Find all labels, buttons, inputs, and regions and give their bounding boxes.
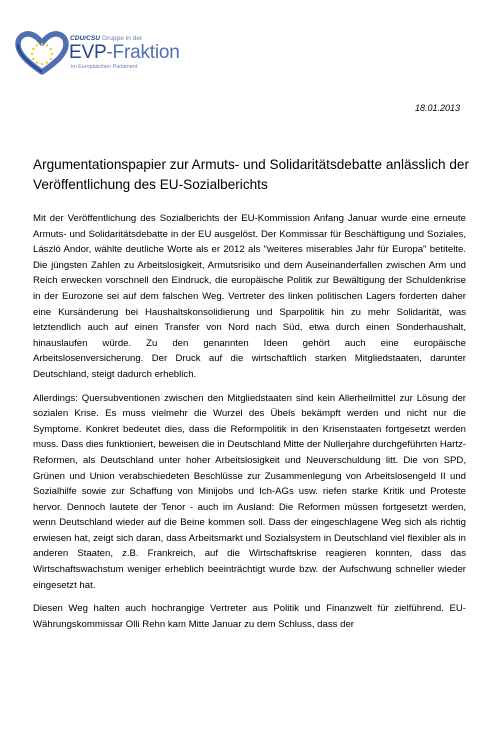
document-date: 18.01.2013 bbox=[414, 103, 460, 113]
eu-stars bbox=[31, 43, 53, 65]
heart-logo-icon bbox=[15, 31, 69, 75]
document-body bbox=[33, 211, 466, 640]
paragraph: Allerdings: Quersubventionen zwischen den Mitgliedstaaten sind kein Allerheilmittel zur Lösung der sozialen Krise. Es muss vielmehr die Wurzel des Übels bekämpft werden und nicht nur die Symptome. Konkret bedeutet dies, dass die Reformpolitik in den Krisenstaaten fortgesetzt werden muss. Dass dies funktioniert, beweisen die in Deutschland Mitte der Nullerjahre durchgeführten Hartz-Reformen, als Deutschland unter hoher Arbeitslosigkeit und Neuverschuldung litt. Die von SPD, Grünen und Union verabschiedeten Beschlüsse zur Zusammenlegung von Arbeitslosengeld II und Sozialhilfe sowie zur Schaffung von Minijobs und Ich-AGs usw. riefen starke Kritik und Proteste hervor. Dennoch lautete der Tenor - auch im Ausland: Die Reformen müssen fortgesetzt werden, wenn Deutschland wieder auf die Beine kommen soll. Dass der eingeschlagene Weg sich als richtig erwiesen hat, zeigt sich daran, dass Arbeitsmarkt und Sozialsystem in Deutschland viel flexibler als in anderen Staaten, z.B. Frankreich, auf die Wirtschaftskrise reagieren konnten, dass das Wirtschaftswachstum weniger erheblich beeinträchtigt wurde bzw. der Aufschwung schneller wieder eingesetzt hat. bbox=[33, 392, 466, 591]
logo-name bbox=[69, 42, 180, 64]
document-title: Argumentationspapier zur Armuts- und Solidaritätsdebatte anlässlich der Veröffentlichung des EU-Sozialberichts bbox=[33, 157, 469, 192]
logo-brand: CDU/CSU bbox=[70, 35, 101, 42]
paragraph: Diesen Weg halten auch hochrangige Vertreter aus Politik und Finanzwelt für zielführend. EU-Währungskommissar Olli Rehn kam Mitte Januar zu dem Schluss, dass der bbox=[33, 603, 466, 630]
logo-subtitle: im Europäischen Parlament bbox=[71, 64, 138, 70]
logo-group-line bbox=[70, 35, 142, 42]
paragraph: Mit der Veröffentlichung des Sozialberichts der EU-Kommission Anfang Januar wurde eine erneute Armuts- und Solidaritätsdebatte in der EU ausgelöst. Der Kommissar für Beschäftigung und Soziales, László Andor, wählte deutliche Worte als er 2012 als "weiteres miserables Jahr für Europa" betitelte. Die jüngsten Zahlen zu Arbeitslosigkeit, Armutsrisiko und dem Auseinanderfallen zwischen Arm und Reich erwecken vorschnell den Eindruck, die europäische Politik zur Bewältigung der Schuldenkrise in der Eurozone sei auf dem falschen Weg. Vertreter des linken politischen Lagers forderten daher eine Kursänderung bei Haushaltskonsolidierung und Sparpolitik hin zu mehr Solidarität, was letztendlich auch auf einen Transfer von Nord nach Süd, etwa durch einen Sonderhaushalt, hinauslaufen würde. Zu den genannten Ideen gehört auch eine europäische Arbeitslosenversicherung. Der Druck auf die wirtschaftlich starken Mitgliedstaaten, darunter Deutschland, steigt dadurch erheblich. bbox=[33, 213, 466, 380]
evp-fraktion-logo bbox=[15, 31, 195, 101]
logo-name-bold: EVP bbox=[69, 42, 107, 63]
logo-group-text: Gruppe in der bbox=[101, 35, 143, 42]
logo-name-light: -Fraktion bbox=[106, 42, 180, 63]
